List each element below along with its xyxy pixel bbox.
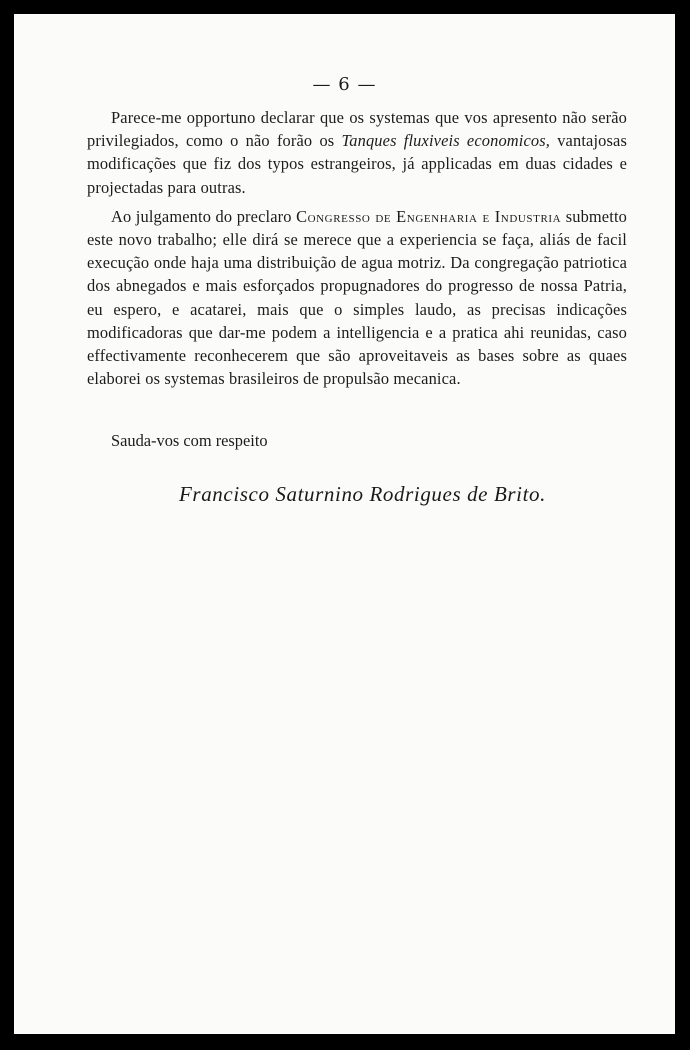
paragraph-1-text-b: vantajosas modificações que fiz dos typos estrangeiros, já applicadas em duas cidades e projectadas para outras. — [87, 131, 627, 197]
paragraph-2 — [87, 205, 627, 391]
closing-greeting: Sauda-vos com respeito — [111, 431, 268, 450]
paragraph-2-text-b: submetto este novo trabalho; elle dirá se merece que a experiencia se faça, aliás de facil execução onde haja uma distribuição de agua motriz. Da congregação patriotica dos abnegados e mais esforçados propugnadores do progresso de nossa Patria, eu espero, e acatarei, mais que o simples laudo, as precisas indicações modificadoras que dar-me podem a intelligencia e a pratica ahi reunidas, caso effectivamente reconhecerem que são aproveitaveis as bases sobre as quaes elaborei os systemas brasileiros de propulsão mecanica. — [87, 206, 627, 389]
paragraph-1-text-a: Parece-me opportuno declarar que os systemas que vos apresento não serão privilegiados, como o não forão os — [87, 108, 627, 151]
paragraph-1-italic-term: Tanques fluxiveis economicos, — [341, 131, 551, 151]
letter-body — [87, 106, 627, 396]
congress-name: Congresso de Engenharia e Industria — [296, 206, 562, 226]
document-page — [14, 14, 675, 1034]
author-signature: Francisco Saturnino Rodrigues de Brito. — [179, 482, 546, 506]
page-number: — 6 — — [312, 74, 377, 95]
paragraph-2-text-a: Ao julgamento do preclaro — [111, 206, 297, 226]
paragraph-1 — [87, 106, 627, 199]
